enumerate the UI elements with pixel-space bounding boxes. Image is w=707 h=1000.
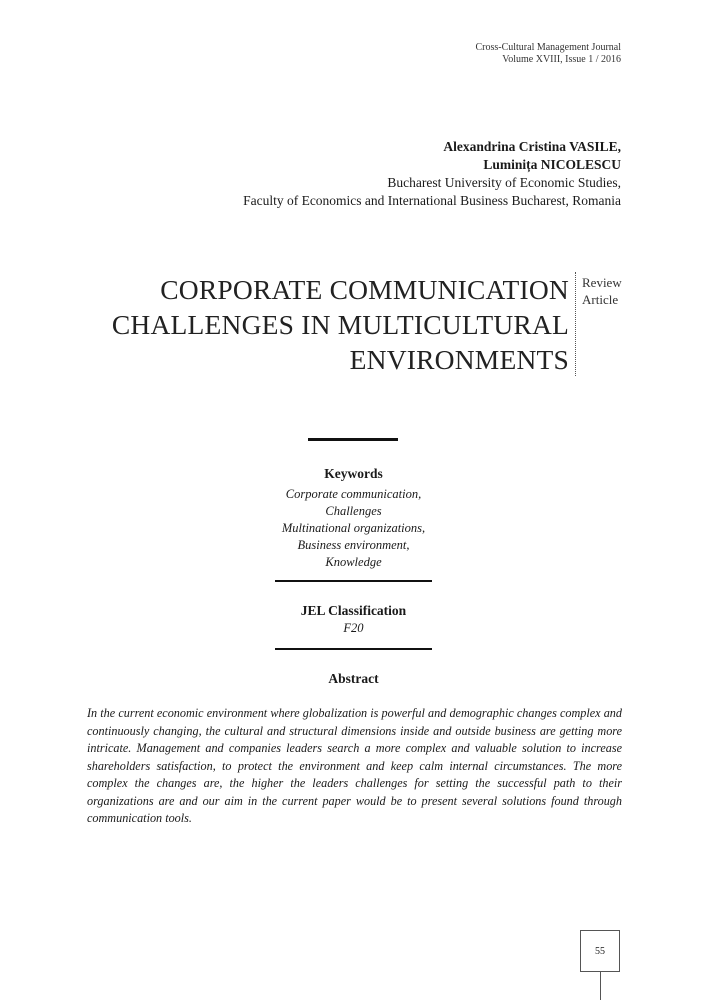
page-number-rule (600, 972, 601, 1000)
keyword-item: Corporate communication, (285, 487, 422, 501)
paper-title (49, 272, 569, 377)
keywords-heading: Keywords (324, 466, 383, 481)
author-1: Alexandrina Cristina VASILE, (443, 139, 621, 154)
article-type (582, 274, 622, 308)
keyword-item: Knowledge (325, 555, 382, 569)
abstract-text: In the current economic environment where globalization is powerful and demographic changes complex and continuously changing, the cultural and structural dimensions inside and outside business are getting more intricate. Management and companies leaders search a more complex and valuable solution to increase shareholders satisfaction, to protect the environment and keep calm internal circumstances. The more complex the changes are, the higher the leaders challenges for setting the successful path to their organizations are and our aim in the current paper would be to present several solutions found through communication tools. (87, 706, 622, 825)
keywords-section (0, 465, 707, 571)
journal-header (475, 42, 621, 66)
affiliation-faculty: Faculty of Economics and International Business Bucharest, Romania (243, 193, 621, 208)
jel-section (0, 602, 707, 637)
affiliation-university: Bucharest University of Economic Studies, (387, 175, 621, 190)
title-line-1: CORPORATE COMMUNICATION (160, 274, 569, 305)
title-line-2: CHALLENGES IN MULTICULTURAL (111, 309, 569, 340)
title-line-3: ENVIRONMENTS (349, 344, 569, 375)
article-type-line-2: Article (582, 292, 619, 307)
article-type-line-1: Review (582, 275, 622, 290)
jel-heading: JEL Classification (300, 603, 407, 618)
section-divider (275, 580, 432, 582)
section-divider (275, 648, 432, 650)
keyword-item: Challenges (325, 504, 382, 518)
jel-code: F20 (343, 621, 364, 635)
keyword-item: Multinational organizations, (281, 521, 426, 535)
abstract-heading: Abstract (328, 671, 379, 686)
abstract-heading-wrap (0, 670, 707, 688)
page-number: 55 (580, 930, 620, 972)
author-2: Luminița NICOLESCU (483, 157, 621, 172)
authors-block (243, 138, 621, 210)
keyword-item: Business environment, (297, 538, 410, 552)
journal-name: Cross-Cultural Management Journal (475, 42, 621, 53)
title-divider (575, 272, 576, 376)
section-divider-thick (308, 438, 398, 441)
journal-volume-issue: Volume XVIII, Issue 1 / 2016 (502, 54, 621, 65)
